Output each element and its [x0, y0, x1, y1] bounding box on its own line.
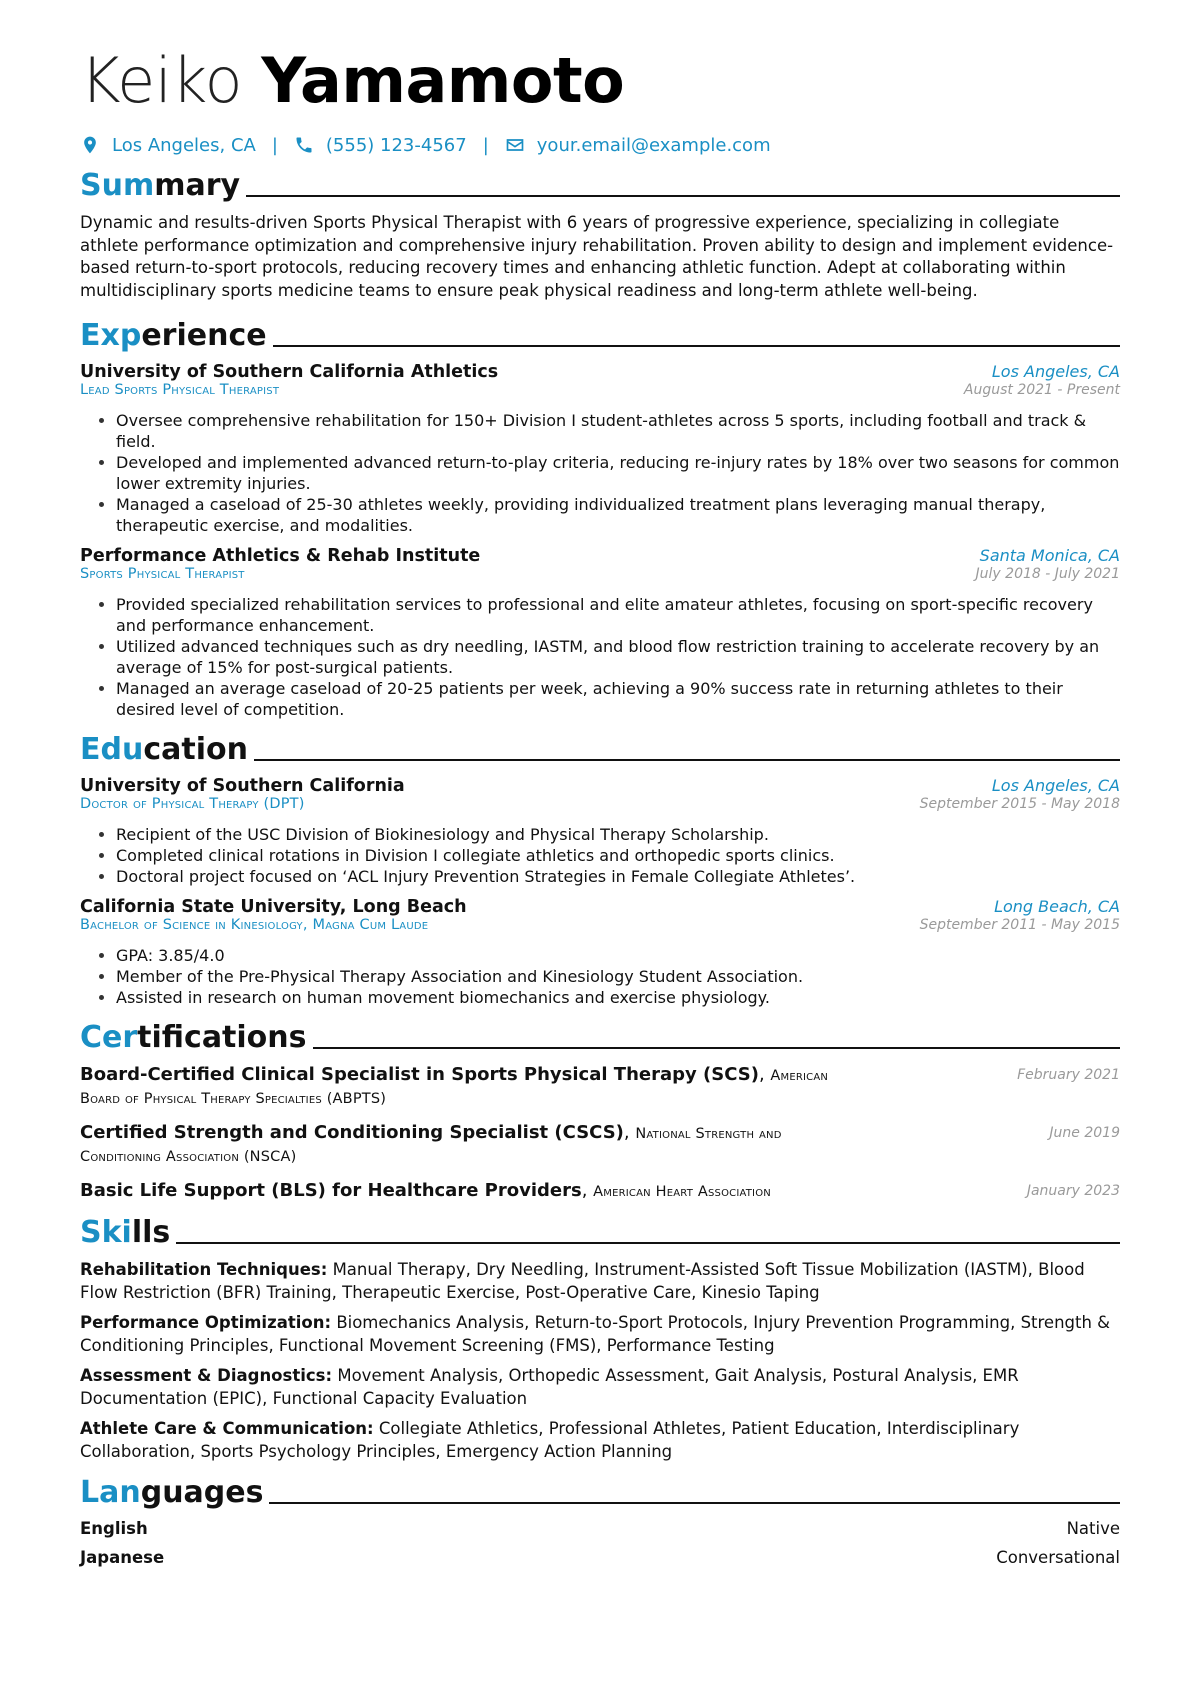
contact-location [80, 135, 256, 156]
degree-name: Bachelor of Science in Kinesiology, Magna Cum Laude [80, 917, 429, 933]
bullet-list [80, 945, 1120, 1008]
language-name: Japanese [80, 1548, 165, 1567]
skill-label: Assessment & Diagnostics: [80, 1366, 333, 1385]
map-pin-icon [80, 135, 100, 155]
section-title: Certifications [80, 1020, 307, 1055]
job-title: Sports Physical Therapist [80, 566, 245, 582]
skill-group [80, 1312, 1120, 1357]
cert-issuer: National Strength and Conditioning Association (NSCA) [80, 1126, 782, 1165]
section-rule [269, 1502, 1120, 1504]
skill-group [80, 1418, 1120, 1463]
bullet-item: • Managed an average caseload of 20-25 patients per week, achieving a 90% success rate in returning athletes to their desired level of competition. [116, 678, 1120, 720]
skill-group [80, 1259, 1120, 1304]
bullet-item: • Utilized advanced techniques such as dry needling, IASTM, and blood flow restriction training to accelerate recovery by an average of 15% for post-surgical patients. [116, 636, 1120, 678]
section-heading-education [80, 730, 1120, 768]
bullet-item: • Member of the Pre-Physical Therapy Association and Kinesiology Student Association. [116, 966, 1120, 987]
cert-issuer: American Board of Physical Therapy Specialties (ABPTS) [80, 1068, 829, 1107]
skill-list: Biomechanics Analysis, Return-to-Sport Protocols, Injury Prevention Programming, Strength & Conditioning Principles, Functional Movement Screening (FMS), Performance Testing [80, 1313, 1111, 1355]
bullet-item: • Doctoral project focused on ‘ACL Injury Prevention Strategies in Female Collegiate Athletes’. [116, 866, 1120, 887]
bullet-list [80, 410, 1120, 536]
job-dates: August 2021 - Present [963, 382, 1120, 398]
cert-name: Certified Strength and Conditioning Specialist (CSCS) [80, 1122, 624, 1143]
section-heading-certifications [80, 1018, 1120, 1056]
education-entry [80, 897, 1120, 1008]
degree-name: Doctor of Physical Therapy (DPT) [80, 796, 305, 812]
school-name: California State University, Long Beach [80, 897, 467, 917]
section-heading-skills [80, 1213, 1120, 1251]
cert-date: February 2021 [1017, 1067, 1120, 1083]
job-title: Lead Sports Physical Therapist [80, 382, 280, 398]
candidate-name [80, 36, 1120, 126]
language-level: Conversational [996, 1548, 1120, 1567]
section-title: Languages [80, 1475, 264, 1510]
certification-item: Basic Life Support (BLS) for Healthcare Providers, American Heart Association January 2023 [80, 1180, 1120, 1201]
employer-name: University of Southern California Athletics [80, 362, 499, 382]
experience-entry [80, 546, 1120, 720]
job-dates: July 2018 - July 2021 [975, 566, 1120, 582]
language-row [80, 1548, 1120, 1567]
section-rule [254, 759, 1120, 761]
cert-issuer: American Heart Association [593, 1184, 771, 1200]
bullet-item: • Managed a caseload of 25-30 athletes weekly, providing individualized treatment plans leveraging manual therapy, therapeutic exercise, and modalities. [116, 494, 1120, 536]
cert-name: Basic Life Support (BLS) for Healthcare Providers [80, 1180, 582, 1201]
school-location: Los Angeles, CA [991, 776, 1120, 795]
summary-text: Dynamic and results-driven Sports Physical Therapist with 6 years of progressive experience, specializing in collegiate athlete performance optimization and comprehensive injury rehabilitation. Proven ability to design and implement evidence-based return-to-sport protocols, reducing recovery times and enhancing athletic function. Adept at collaborating within multidisciplinary sports medicine teams to ensure peak physical readiness and long-term athlete well-being. [80, 213, 1114, 300]
last-name: Yamamoto [261, 44, 625, 117]
skill-label: Rehabilitation Techniques: [80, 1260, 328, 1279]
section-rule [246, 195, 1120, 197]
employer-location: Santa Monica, CA [979, 546, 1120, 565]
education-entry [80, 776, 1120, 887]
bullet-item: • Developed and implemented advanced return-to-play criteria, reducing re-injury rates by 18% over two seasons for common lower extremity injuries. [116, 452, 1120, 494]
phone-text: (555) 123-4567 [325, 134, 467, 156]
contact-phone[interactable] [294, 135, 467, 156]
skill-list: Manual Therapy, Dry Needling, Instrument-Assisted Soft Tissue Mobilization (IASTM), Blood Flow Restriction (BFR) Training, Therapeutic Exercise, Post-Operative Care, Kinesio Taping [80, 1260, 1085, 1302]
skill-label: Athlete Care & Communication: [80, 1419, 374, 1438]
language-row [80, 1519, 1120, 1538]
section-title: Experience [80, 318, 267, 353]
location-text: Los Angeles, CA [112, 134, 256, 156]
certification-item: Board-Certified Clinical Specialist in Sports Physical Therapy (SCS), American Board of Physical Therapy Specialties (ABPTS) February 2021 [80, 1064, 1120, 1107]
contact-bar [80, 130, 1120, 160]
bullet-item: • GPA: 3.85/4.0 [116, 945, 1120, 966]
phone-icon [294, 135, 314, 155]
study-dates: September 2015 - May 2018 [919, 796, 1120, 812]
cert-date: January 2023 [1026, 1183, 1120, 1199]
school-location: Long Beach, CA [994, 897, 1120, 916]
section-title: Skills [80, 1215, 171, 1250]
skill-list: Movement Analysis, Orthopedic Assessment, Gait Analysis, Postural Analysis, EMR Documentation (EPIC), Functional Capacity Evaluation [80, 1366, 1019, 1408]
section-rule [176, 1242, 1120, 1244]
employer-name: Performance Athletics & Rehab Institute [80, 546, 481, 566]
bullet-item: • Recipient of the USC Division of Biokinesiology and Physical Therapy Scholarship. [116, 824, 1120, 845]
contact-separator: | [271, 134, 278, 156]
section-rule [313, 1047, 1120, 1049]
cert-date: June 2019 [1049, 1125, 1120, 1141]
contact-email[interactable] [505, 135, 771, 156]
employer-location: Los Angeles, CA [991, 362, 1120, 381]
bullet-item: • Oversee comprehensive rehabilitation for 150+ Division I student-athletes across 5 sports, including football and track & field. [116, 410, 1120, 452]
skill-label: Performance Optimization: [80, 1313, 332, 1332]
section-title: Education [80, 732, 248, 767]
school-name: University of Southern California [80, 776, 405, 796]
resume-page [80, 36, 1120, 1567]
bullet-item: • Assisted in research on human movement biomechanics and exercise physiology. [116, 987, 1120, 1008]
skill-list: Collegiate Athletics, Professional Athletes, Patient Education, Interdisciplinary Collaboration, Sports Psychology Principles, Emergency Action Planning [80, 1419, 1020, 1461]
section-heading-experience [80, 316, 1120, 354]
skill-group [80, 1365, 1120, 1410]
language-name: English [80, 1519, 148, 1538]
experience-entry [80, 362, 1120, 536]
section-rule [273, 345, 1120, 347]
cert-name: Board-Certified Clinical Specialist in Sports Physical Therapy (SCS) [80, 1064, 759, 1085]
email-text: your.email@example.com [536, 134, 771, 156]
bullet-item: • Completed clinical rotations in Division I collegiate athletics and orthopedic sports clinics. [116, 845, 1120, 866]
language-level: Native [1066, 1519, 1120, 1538]
envelope-icon [505, 135, 525, 155]
certification-item: Certified Strength and Conditioning Specialist (CSCS), National Strength and Conditioning Association (NSCA) June 2019 [80, 1122, 1120, 1165]
study-dates: September 2011 - May 2015 [919, 917, 1120, 933]
section-heading-summary [80, 166, 1120, 204]
bullet-list [80, 594, 1120, 720]
section-title: Summary [80, 168, 241, 203]
first-name: Keiko [80, 44, 243, 117]
bullet-item: • Provided specialized rehabilitation services to professional and elite amateur athletes, focusing on sport-specific recovery and performance enhancement. [116, 594, 1120, 636]
contact-separator: | [482, 134, 489, 156]
bullet-list [80, 824, 1120, 887]
section-heading-languages [80, 1473, 1120, 1511]
